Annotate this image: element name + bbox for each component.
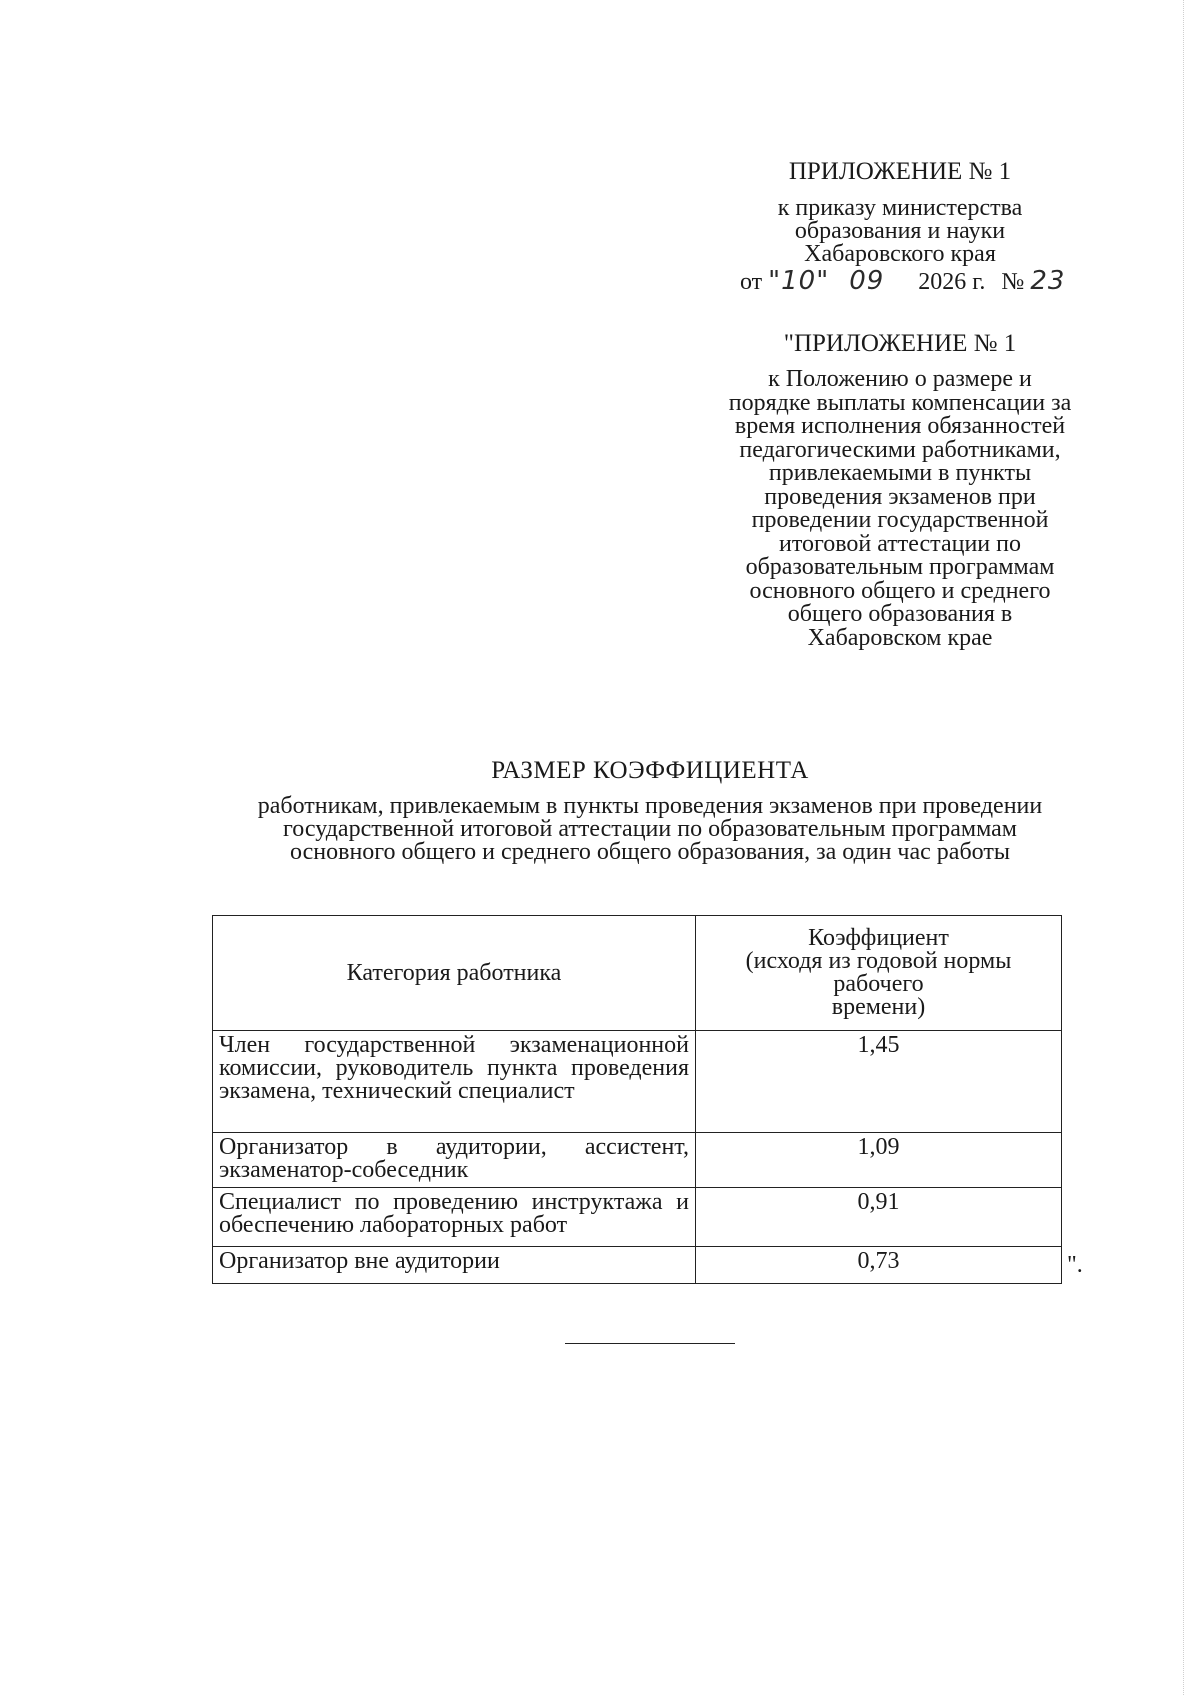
- regulation-line: основного общего и среднего: [749, 577, 1051, 604]
- order-date-line: [740, 266, 1066, 296]
- closing-quote-mark: ".: [1067, 1252, 1083, 1278]
- subtitle-line: работникам, привлекаемым в пункты проведения экзаменов при проведении: [257, 793, 1043, 819]
- date-year: 2026 г.: [918, 269, 986, 295]
- row-category: Организатор вне аудитории: [213, 1247, 696, 1284]
- table-row: [213, 1133, 1062, 1188]
- header-coefficient-line: времени): [831, 994, 926, 1020]
- document-subtitle: [200, 795, 1100, 864]
- header-category: Категория работника: [213, 916, 696, 1031]
- regulation-reference: [690, 368, 1110, 650]
- handwritten-day: "10": [768, 266, 830, 296]
- header-coefficient-line: рабочего: [833, 971, 924, 997]
- row-coefficient: 1,45: [696, 1031, 1062, 1133]
- header-coefficient-line: (исходя из годовой нормы: [745, 948, 1012, 974]
- regulation-line: образовательным программам: [745, 554, 1055, 580]
- header-coefficient-line: Коэффициент: [808, 925, 949, 951]
- order-line: Хабаровского края: [804, 241, 996, 267]
- document-title: РАЗМЕР КОЭФФИЦИЕНТА: [491, 757, 809, 784]
- row-category: Член государственной экзаменационной комиссии, руководитель пункта проведения экзамена, технический специалист: [213, 1031, 696, 1133]
- regulation-line: Хабаровском крае: [807, 624, 993, 651]
- row-coefficient: 0,73: [696, 1247, 1062, 1284]
- end-divider: [565, 1343, 735, 1344]
- handwritten-month: 09: [849, 266, 885, 296]
- regulation-line: привлекаемыми в пункты: [768, 460, 1032, 486]
- regulation-line: проведения экзаменов при: [764, 483, 1036, 510]
- header-coefficient: [696, 916, 1062, 1031]
- regulation-line: общего образования в: [787, 601, 1013, 627]
- number-prefix: №: [1001, 269, 1025, 295]
- regulation-line: порядке выплаты компенсации за: [728, 389, 1072, 416]
- regulation-line: итоговой аттестации по: [779, 530, 1021, 557]
- row-category: Специалист по проведению инструктажа и обеспечению лабораторных работ: [213, 1188, 696, 1247]
- table-row: [213, 1031, 1062, 1133]
- table-row: [213, 1188, 1062, 1247]
- table-header-row: [213, 916, 1062, 1031]
- order-line: образования и науки: [794, 218, 1006, 244]
- appendix-label: ПРИЛОЖЕНИЕ № 1: [788, 158, 1012, 185]
- regulation-line: к Положению о размере и: [768, 366, 1032, 392]
- order-reference: [730, 197, 1070, 266]
- row-category: Организатор в аудитории, ассистент, экзаменатор-собеседник: [213, 1133, 696, 1188]
- coefficient-table: [212, 915, 1062, 1284]
- order-line: к приказу министерства: [777, 195, 1023, 221]
- subtitle-line: государственной итоговой аттестации по образовательным программам: [283, 816, 1017, 842]
- table-row: [213, 1247, 1062, 1284]
- handwritten-number: 23: [1030, 266, 1066, 296]
- scan-edge-artifact: [1183, 0, 1184, 1695]
- row-coefficient: 0,91: [696, 1188, 1062, 1247]
- subtitle-line: основного общего и среднего общего образования, за один час работы: [290, 839, 1010, 865]
- date-prefix: от: [740, 269, 763, 295]
- regulation-appendix-label: "ПРИЛОЖЕНИЕ № 1: [783, 330, 1017, 357]
- regulation-line: педагогическими работниками,: [739, 436, 1061, 463]
- regulation-line: проведении государственной: [751, 507, 1049, 533]
- row-coefficient: 1,09: [696, 1133, 1062, 1188]
- regulation-line: время исполнения обязанностей: [734, 413, 1066, 439]
